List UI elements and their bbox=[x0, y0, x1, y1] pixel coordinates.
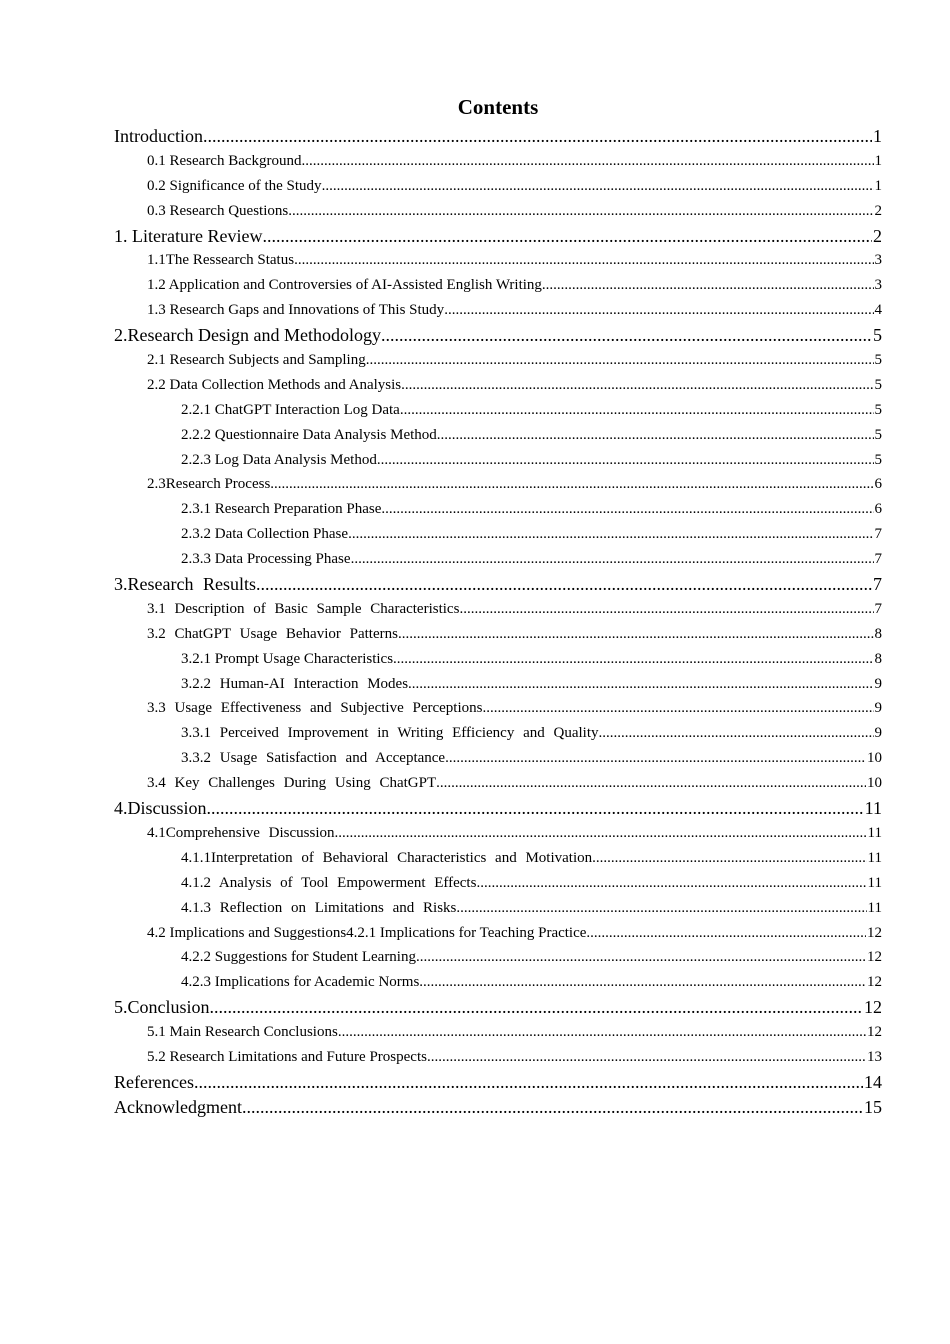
toc-entry-label: 4.2 Implications and Suggestions4.2.1 Implications for Teaching Practice bbox=[147, 924, 587, 941]
dot-leader bbox=[270, 472, 873, 497]
toc-entry[interactable] bbox=[114, 871, 882, 896]
toc-entry-page-number: 11 bbox=[867, 824, 882, 841]
dot-leader bbox=[445, 746, 866, 771]
toc-entry-page-number: 9 bbox=[874, 725, 882, 742]
toc-entry[interactable] bbox=[114, 373, 882, 398]
toc-entry-page-number: 11 bbox=[867, 874, 882, 891]
toc-entry[interactable] bbox=[114, 124, 882, 149]
toc-entry-page-number: 1 bbox=[874, 152, 882, 169]
toc-entry[interactable] bbox=[114, 672, 882, 697]
toc-entry[interactable] bbox=[114, 522, 882, 547]
toc-entry-page-number: 5 bbox=[874, 451, 882, 468]
toc-entry[interactable] bbox=[114, 273, 882, 298]
toc-entry[interactable] bbox=[114, 348, 882, 373]
toc-entry[interactable] bbox=[114, 547, 882, 572]
toc-entry[interactable] bbox=[114, 970, 882, 995]
toc-entry-page-number: 7 bbox=[874, 600, 882, 617]
toc-entry[interactable] bbox=[114, 149, 882, 174]
dot-leader bbox=[294, 248, 873, 273]
toc-entry-label: 2.Research Design and Methodology bbox=[114, 325, 381, 346]
toc-entry[interactable] bbox=[114, 572, 882, 597]
dot-leader bbox=[482, 696, 873, 721]
toc-entry[interactable] bbox=[114, 398, 882, 423]
dot-leader bbox=[408, 672, 873, 697]
dot-leader bbox=[456, 896, 866, 921]
toc-entry[interactable] bbox=[114, 945, 882, 970]
dot-leader bbox=[338, 1020, 866, 1045]
toc-entry-page-number: 12 bbox=[864, 997, 882, 1018]
toc-entry[interactable] bbox=[114, 771, 882, 796]
toc-entry-page-number: 12 bbox=[867, 974, 882, 991]
toc-title: Contents bbox=[457, 95, 539, 119]
dot-leader bbox=[393, 647, 873, 672]
dot-leader bbox=[398, 622, 874, 647]
toc-entry-label: 2.2.3 Log Data Analysis Method bbox=[181, 451, 377, 468]
toc-entry[interactable] bbox=[114, 647, 882, 672]
toc-entry[interactable] bbox=[114, 1020, 882, 1045]
toc-entry-page-number: 5 bbox=[874, 401, 882, 418]
toc-entry[interactable] bbox=[114, 174, 882, 199]
toc-entry[interactable] bbox=[114, 423, 882, 448]
toc-entry-label: 5.2 Research Limitations and Future Prospects bbox=[147, 1048, 427, 1065]
toc-entry-label: 2.3.3 Data Processing Phase bbox=[181, 551, 351, 568]
toc-entry-label: 5.1 Main Research Conclusions bbox=[147, 1024, 338, 1041]
dot-leader bbox=[436, 771, 866, 796]
dot-leader bbox=[302, 149, 874, 174]
toc-entry[interactable] bbox=[114, 796, 882, 821]
toc-entry-page-number: 15 bbox=[864, 1096, 882, 1117]
toc-entry-page-number: 4 bbox=[874, 302, 882, 319]
dot-leader bbox=[262, 224, 872, 249]
toc-entry-label: 2.3.2 Data Collection Phase bbox=[181, 526, 349, 543]
dot-leader bbox=[400, 398, 874, 423]
toc-entry[interactable] bbox=[114, 696, 882, 721]
toc-entry-label: 2.3.1 Research Preparation Phase bbox=[181, 501, 382, 518]
toc-entry-page-number: 14 bbox=[864, 1071, 882, 1092]
toc-entry[interactable] bbox=[114, 622, 882, 647]
dot-leader bbox=[203, 124, 872, 149]
toc-entry-page-number: 1 bbox=[873, 126, 882, 146]
toc-entry[interactable] bbox=[114, 1070, 882, 1095]
toc-entry-label: 4.1Comprehensive Discussion bbox=[147, 824, 335, 841]
toc-entry[interactable] bbox=[114, 323, 882, 348]
dot-leader bbox=[377, 448, 874, 473]
dot-leader bbox=[348, 522, 873, 547]
dot-leader bbox=[381, 497, 873, 522]
toc-entry-page-number: 2 bbox=[873, 225, 882, 246]
toc-entry-label: 0.3 Research Questions bbox=[147, 202, 289, 219]
toc-entry-page-number: 11 bbox=[864, 798, 882, 819]
toc-entry-label: References bbox=[114, 1071, 194, 1092]
toc-entry-page-number: 5 bbox=[874, 376, 882, 393]
toc-entry-label: 3.3 Usage Effectiveness and Subjective Perceptions bbox=[147, 700, 483, 717]
toc-entry-label: 4.2.3 Implications for Academic Norms bbox=[181, 974, 420, 991]
dot-leader bbox=[366, 348, 874, 373]
toc-entry-label: 5.Conclusion bbox=[114, 997, 210, 1018]
dot-leader bbox=[459, 597, 873, 622]
dot-leader bbox=[194, 1070, 863, 1095]
toc-entry-label: 3.4 Key Challenges During Using ChatGPT bbox=[147, 775, 437, 792]
dot-leader bbox=[592, 846, 866, 871]
toc-entry[interactable] bbox=[114, 472, 882, 497]
toc-entry[interactable] bbox=[114, 497, 882, 522]
dot-leader bbox=[437, 423, 874, 448]
dot-leader bbox=[288, 199, 873, 224]
toc-entry-label: 2.2 Data Collection Methods and Analysis bbox=[147, 376, 402, 393]
dot-leader bbox=[476, 871, 866, 896]
toc-entry-label: 1. Literature Review bbox=[114, 225, 263, 246]
toc-entry-label: 2.1 Research Subjects and Sampling bbox=[147, 352, 366, 369]
toc-entry-page-number: 7 bbox=[874, 526, 882, 543]
toc-entry-page-number: 9 bbox=[874, 675, 882, 692]
toc-entry[interactable] bbox=[114, 448, 882, 473]
toc-entry[interactable] bbox=[114, 1095, 882, 1120]
toc-entry[interactable] bbox=[114, 298, 882, 323]
toc-entry[interactable] bbox=[114, 597, 882, 622]
dot-leader bbox=[401, 373, 873, 398]
toc-entry-label: Introduction bbox=[114, 126, 203, 146]
toc-list bbox=[114, 124, 882, 1120]
toc-entry-page-number: 2 bbox=[874, 202, 882, 219]
toc-entry-page-number: 5 bbox=[873, 325, 882, 346]
toc-entry-page-number: 7 bbox=[874, 551, 882, 568]
toc-entry-page-number: 10 bbox=[867, 775, 882, 792]
toc-entry-page-number: 12 bbox=[867, 949, 882, 966]
toc-entry-label: Acknowledgment bbox=[114, 1096, 242, 1117]
toc-entry-page-number: 12 bbox=[867, 1024, 882, 1041]
toc-entry-label: 3.1 Description of Basic Sample Characteristics bbox=[147, 600, 460, 617]
dot-leader bbox=[210, 995, 863, 1020]
toc-entry-label: 3.2.1 Prompt Usage Characteristics bbox=[181, 650, 394, 667]
dot-leader bbox=[256, 572, 872, 597]
toc-entry-page-number: 11 bbox=[867, 849, 882, 866]
toc-entry-page-number: 8 bbox=[874, 650, 882, 667]
dot-leader bbox=[599, 721, 874, 746]
toc-entry-label: 1.2 Application and Controversies of AI-Assisted English Writing bbox=[147, 277, 542, 294]
toc-entry-label: 4.2.2 Suggestions for Student Learning bbox=[181, 949, 416, 966]
dot-leader bbox=[207, 796, 864, 821]
toc-entry-label: 3.Research Results bbox=[114, 574, 256, 595]
toc-entry-label: 2.3Research Process bbox=[147, 476, 271, 493]
toc-entry-page-number: 5 bbox=[874, 352, 882, 369]
toc-entry-label: 2.2.1 ChatGPT Interaction Log Data bbox=[181, 401, 400, 418]
toc-entry-label: 0.1 Research Background bbox=[147, 152, 302, 169]
toc-entry[interactable] bbox=[114, 995, 882, 1020]
toc-entry-label: 1.3 Research Gaps and Innovations of This Study bbox=[147, 302, 445, 319]
toc-entry-label: 1.1The Ressearch Status bbox=[147, 252, 295, 269]
toc-entry-page-number: 5 bbox=[874, 426, 882, 443]
toc-entry-page-number: 13 bbox=[867, 1048, 882, 1065]
dot-leader bbox=[322, 174, 874, 199]
dot-leader bbox=[242, 1095, 863, 1120]
toc-entry[interactable] bbox=[114, 224, 882, 249]
toc-entry-page-number: 11 bbox=[867, 899, 882, 916]
dot-leader bbox=[419, 970, 866, 995]
dot-leader bbox=[381, 323, 872, 348]
toc-entry[interactable] bbox=[114, 199, 882, 224]
toc-entry[interactable] bbox=[114, 746, 882, 771]
toc-entry[interactable] bbox=[114, 721, 882, 746]
toc-entry-label: 0.2 Significance of the Study bbox=[147, 177, 322, 194]
toc-entry-label: 3.3.2 Usage Satisfaction and Acceptance bbox=[181, 750, 446, 767]
dot-leader bbox=[586, 921, 866, 946]
toc-entry-label: 4.1.3 Reflection on Limitations and Risks bbox=[181, 899, 457, 916]
toc-entry[interactable] bbox=[114, 1045, 882, 1070]
dot-leader bbox=[351, 547, 874, 572]
toc-entry-page-number: 6 bbox=[874, 476, 882, 493]
toc-entry-label: 4.Discussion bbox=[114, 798, 207, 819]
toc-entry-page-number: 7 bbox=[873, 574, 882, 595]
toc-entry-page-number: 3 bbox=[874, 277, 882, 294]
toc-entry[interactable] bbox=[114, 248, 882, 273]
toc-entry[interactable] bbox=[114, 896, 882, 921]
dot-leader bbox=[444, 298, 873, 323]
toc-entry-page-number: 10 bbox=[867, 750, 882, 767]
dot-leader bbox=[334, 821, 866, 846]
toc-entry-page-number: 1 bbox=[874, 177, 882, 194]
toc-entry-page-number: 6 bbox=[874, 501, 882, 518]
toc-entry-label: 2.2.2 Questionnaire Data Analysis Method bbox=[181, 426, 437, 443]
toc-entry-label: 4.1.1Interpretation of Behavioral Characteristics and Motivation bbox=[181, 849, 593, 866]
toc-entry[interactable] bbox=[114, 821, 882, 846]
toc-entry-page-number: 8 bbox=[874, 625, 882, 642]
toc-entry-label: 3.2 ChatGPT Usage Behavior Patterns bbox=[147, 625, 398, 642]
dot-leader bbox=[542, 273, 874, 298]
toc-entry[interactable] bbox=[114, 921, 882, 946]
dot-leader bbox=[427, 1045, 866, 1070]
toc-entry-label: 3.3.1 Perceived Improvement in Writing Efficiency and Quality bbox=[181, 725, 599, 742]
toc-entry[interactable] bbox=[114, 846, 882, 871]
toc-entry-page-number: 3 bbox=[874, 252, 882, 269]
dot-leader bbox=[416, 945, 866, 970]
toc-entry-page-number: 9 bbox=[874, 700, 882, 717]
toc-entry-label: 3.2.2 Human-AI Interaction Modes bbox=[181, 675, 409, 692]
toc-entry-label: 4.1.2 Analysis of Tool Empowerment Effects bbox=[181, 874, 477, 891]
toc-entry-page-number: 12 bbox=[867, 924, 882, 941]
